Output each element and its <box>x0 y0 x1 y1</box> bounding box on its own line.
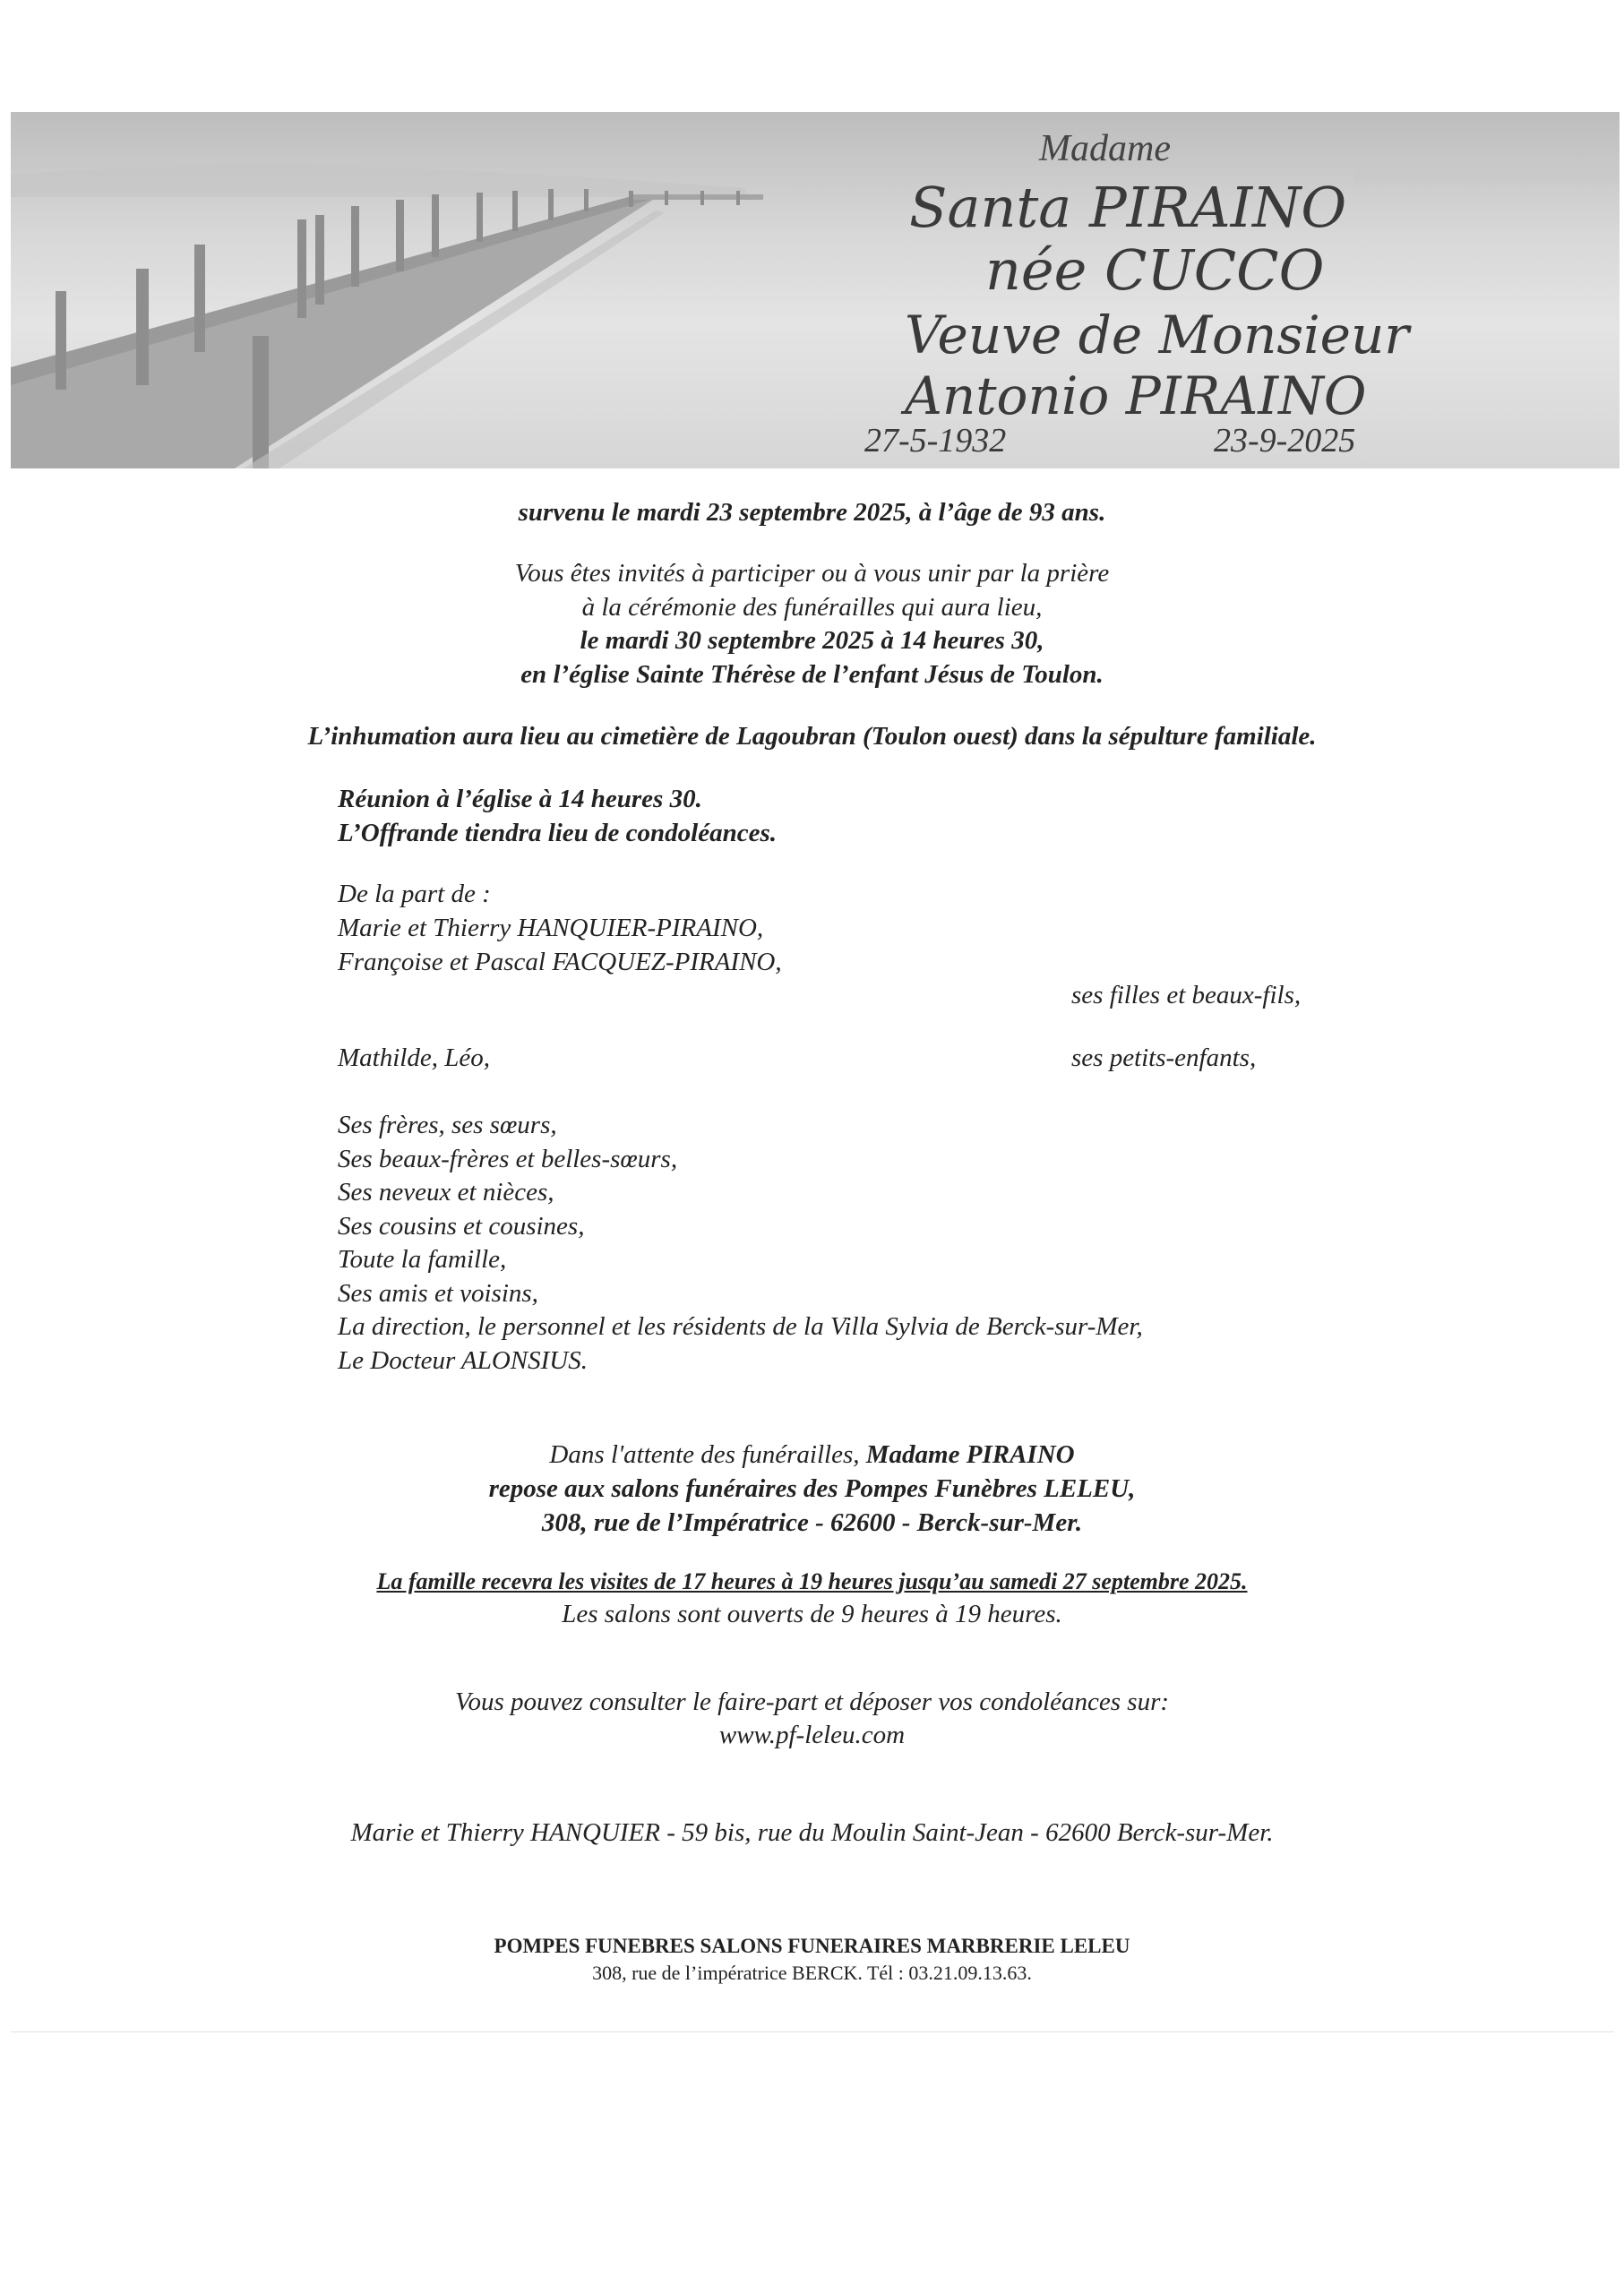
family-line: Le Docteur ALONSIUS. <box>338 1346 588 1375</box>
attente-line-2: repose aux salons funéraires des Pompes Funèbres LELEU, <box>488 1474 1136 1503</box>
inhumation-line: L’inhumation aura lieu au cimetière de Lagoubran (Toulon ouest) dans la sépulture familiale. <box>307 722 1317 751</box>
deceased-name: Santa PIRAINO <box>909 175 1347 240</box>
attente-prefix: Dans l'attente des funérailles, <box>549 1440 866 1469</box>
daughters-label: ses filles et beaux-fils, <box>1071 981 1302 1009</box>
attente-line-3: 308, rue de l’Impératrice - 62600 - Berck-sur-Mer. <box>541 1508 1083 1537</box>
family-line: Ses neveux et nièces, <box>338 1178 554 1207</box>
invitation-line-1: Vous êtes invités à participer ou à vous unir par la prière <box>514 559 1110 588</box>
invitation-line-3: le mardi 30 septembre 2025 à 14 heures 30, <box>580 626 1044 655</box>
de-la-part-label: De la part de : <box>338 880 491 908</box>
visits-line: La famille recevra les visites de 17 heures à 19 heures jusqu’au samedi 27 septembre 2025. <box>376 1568 1248 1594</box>
attente-line-1 <box>0 1438 1624 1471</box>
daughter-1: Marie et Thierry HANQUIER-PIRAINO, <box>338 914 764 942</box>
salons-hours-line: Les salons sont ouverts de 9 heures à 19 heures. <box>562 1600 1062 1628</box>
family-line: La direction, le personnel et les résidents de la Villa Sylvia de Berck-sur-Mer, <box>338 1312 1143 1341</box>
footer-company: POMPES FUNEBRES SALONS FUNERAIRES MARBRERIE LELEU <box>494 1935 1130 1957</box>
reunion-line: Réunion à l’église à 14 heures 30. <box>338 785 702 813</box>
birth-date: 27-5-1932 <box>864 422 1007 459</box>
daughter-2: Françoise et Pascal FACQUEZ-PIRAINO, <box>338 948 782 976</box>
family-address: Marie et Thierry HANQUIER - 59 bis, rue du Moulin Saint-Jean - 62600 Berck-sur-Mer. <box>350 1818 1274 1847</box>
family-line: Toute la famille, <box>338 1245 507 1274</box>
attente-name: Madame PIRAINO <box>865 1440 1075 1469</box>
page-divider <box>11 2031 1614 2032</box>
footer-contact: 308, rue de l’impératrice BERCK. Tél : 03.21.09.13.63. <box>592 1962 1032 1984</box>
family-line: Ses amis et voisins, <box>338 1279 538 1308</box>
widow-of-label: Veuve de Monsieur <box>905 305 1410 365</box>
family-line: Ses cousins et cousines, <box>338 1212 585 1241</box>
offrande-line: L’Offrande tiendra lieu de condoléances. <box>338 819 778 847</box>
grandchildren-names: Mathilde, Léo, <box>338 1043 490 1072</box>
website-link[interactable]: www.pf-leleu.com <box>718 1721 906 1749</box>
online-line: Vous pouvez consulter le faire-part et déposer vos condoléances sur: <box>454 1688 1170 1716</box>
survenu-line: survenu le mardi 23 septembre 2025, à l’âge de 93 ans. <box>518 498 1106 527</box>
family-line: Ses frères, ses sœurs, <box>338 1111 557 1139</box>
invitation-line-4: en l’église Sainte Thérèse de l’enfant Jésus de Toulon. <box>520 660 1104 689</box>
husband-name: Antonio PIRAINO <box>905 365 1367 426</box>
pier-banner-image <box>11 112 1620 468</box>
family-line: Ses beaux-frères et belles-sœurs, <box>338 1145 678 1173</box>
death-date: 23-9-2025 <box>1214 422 1356 459</box>
grandchildren-label: ses petits-enfants, <box>1071 1043 1257 1072</box>
title-madame: Madame <box>1039 128 1171 169</box>
maiden-name: née CUCCO <box>985 237 1325 303</box>
invitation-line-2: à la cérémonie des funérailles qui aura lieu, <box>581 593 1043 622</box>
pier-illustration <box>11 112 1620 468</box>
